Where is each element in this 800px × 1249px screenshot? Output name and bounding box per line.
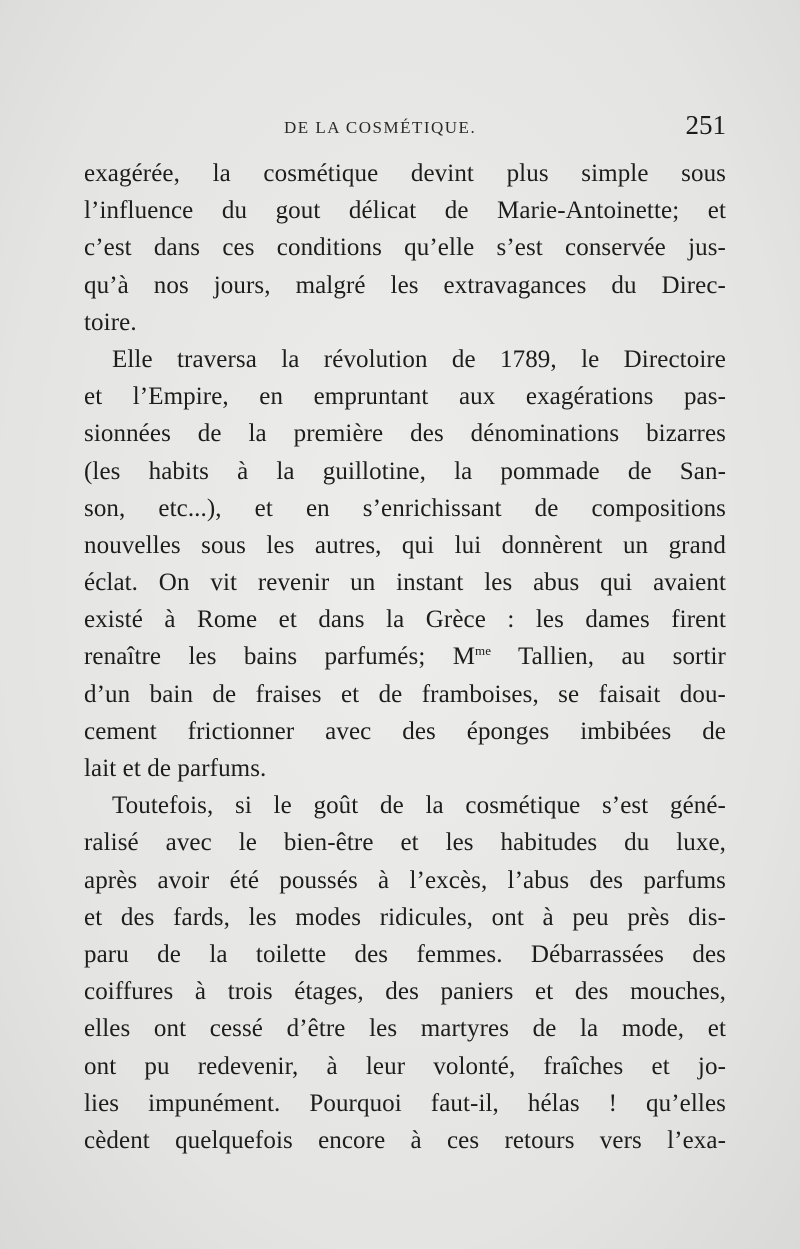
text-line: ont pu redevenir, à leur volonté, fraîches et jo- <box>84 1052 726 1080</box>
text-line: toire. <box>84 308 137 336</box>
text-line: son, etc...), et en s’enrichissant de compositions <box>84 494 726 522</box>
text-line: éclat. On vit revenir un instant les abus qui avaient <box>84 569 726 597</box>
text-line: cement frictionner avec des éponges imbibées de <box>84 717 726 745</box>
text-line: lait et de parfums. <box>84 755 267 782</box>
text-line: nouvelles sous les autres, qui lui donnèrent un grand <box>84 531 726 559</box>
text-line: coiffures à trois étages, des paniers et des mouches, <box>84 978 726 1006</box>
text-line: (les habits à la guillotine, la pommade de San- <box>84 457 726 485</box>
superscript-abbrev: me <box>475 643 492 659</box>
text-line: après avoir été poussés à l’excès, l’abus des parfums <box>84 866 726 894</box>
text-line: exagérée, la cosmétique devint plus simple sous <box>84 160 726 187</box>
text-line: existé à Rome et dans la Grèce : les dames firent <box>84 606 726 634</box>
text-fragment: M <box>452 643 476 671</box>
text-fragment: Tallien, au sortir <box>491 643 726 671</box>
text-line: Toutefois, si le goût de la cosmétique s’est géné- <box>112 792 726 820</box>
text-fragment: renaître les bains parfumés; <box>84 643 426 671</box>
text-line: d’un bain de fraises et de framboises, se faisait dou- <box>84 680 726 708</box>
text-line: lies impunément. Pourquoi faut-il, hélas ! qu’elles <box>84 1089 726 1117</box>
text-line: l’influence du gout délicat de Marie-Antoinette; et <box>84 197 726 225</box>
text-line: qu’à nos jours, malgré les extravagances du Direc- <box>84 271 726 299</box>
text-line: ralisé avec le bien-être et les habitudes du luxe, <box>84 829 726 857</box>
text-line: Elle traversa la révolution de 1789, le Directoire <box>112 345 726 373</box>
page-number: 251 <box>685 110 726 140</box>
running-title: DE LA COSMÉTIQUE. <box>284 118 477 137</box>
text-line: et l’Empire, en empruntant aux exagérations pas- <box>84 383 726 411</box>
running-head <box>84 110 726 144</box>
body-text <box>84 155 726 1159</box>
text-line: paru de la toilette des femmes. Débarrassées des <box>84 940 726 968</box>
text-line-mme <box>84 638 726 675</box>
text-line: elles ont cessé d’être les martyres de la mode, et <box>84 1015 726 1043</box>
text-line: cèdent quelquefois encore à ces retours vers l’exa- <box>84 1126 726 1154</box>
text-line: et des fards, les modes ridicules, ont à peu près dis- <box>84 903 726 931</box>
text-line: sionnées de la première des dénominations bizarres <box>84 420 726 448</box>
text-line: c’est dans ces conditions qu’elle s’est conservée jus- <box>84 234 726 262</box>
